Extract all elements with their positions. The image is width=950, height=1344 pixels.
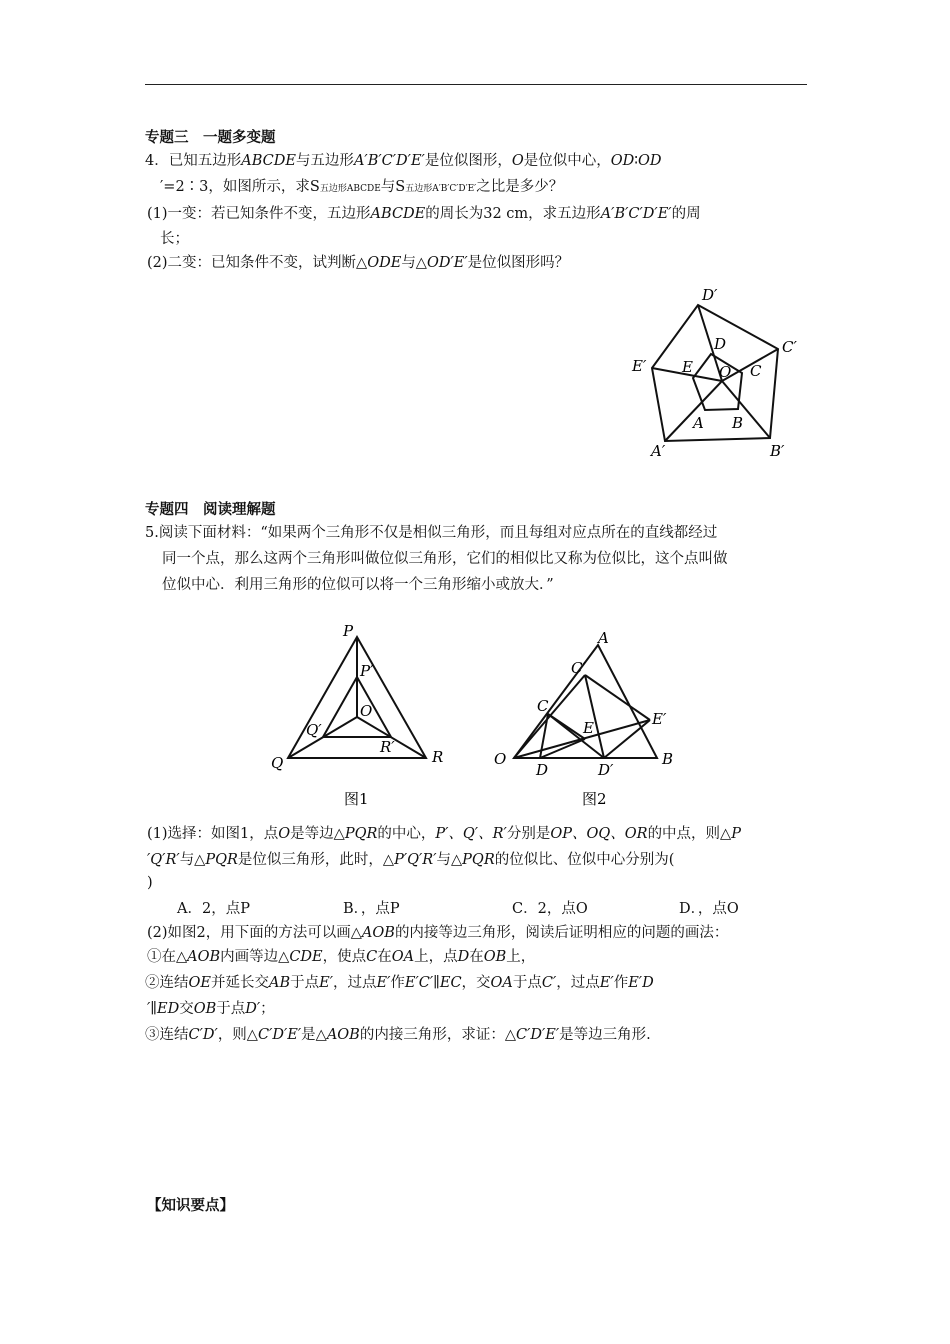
q4-line5: (2)二变：已知条件不变，试判断△ODE与△OD′E′是位似图形吗？	[147, 255, 570, 271]
inner-pentagon	[693, 354, 742, 410]
fig1-label-Q-prime: Q′	[306, 721, 322, 739]
fig2-label-C-prime: C′	[571, 659, 586, 677]
q5-line1: 5.阅读下面材料：“如果两个三角形不仅是相似三角形，而且每组对应点所在的直线都经过	[145, 525, 718, 541]
q5-2-step2: ②连结OE并延长交AB于点E′，过点E′作E′C′∥EC，交OA于点C′，过点E′作E′D	[145, 975, 654, 991]
q5-2-line1: (2)如图2，用下面的方法可以画△AOB的内接等边三角形，阅读后证明相应的问题的画法：	[147, 925, 729, 941]
option-c: C．2，点O	[512, 901, 588, 917]
fig2-label-A: A	[598, 629, 609, 647]
label-C-prime: C′	[782, 338, 797, 356]
q4-line3: (1)一变：若已知条件不变，五边形ABCDE的周长为32 cm，求五边形A′B′C′D′E′的周	[147, 206, 701, 222]
figure-2	[490, 620, 690, 820]
fig2-label-E-prime: E′	[652, 710, 667, 728]
q4-line4: 长；	[160, 231, 189, 247]
fig2-caption: 图2	[582, 790, 607, 808]
top-rule	[145, 84, 807, 85]
q5-2-step1: ①在△AOB内画等边△CDE，使点C在OA上，点D在OB上，	[147, 949, 536, 965]
topic4-heading: 专题四 阅读理解题	[145, 502, 276, 518]
figure-1	[265, 618, 465, 818]
pentagon-figure	[620, 280, 820, 470]
fig1-label-R: R	[432, 748, 444, 766]
label-D-prime: D′	[702, 286, 718, 304]
option-b: B．，点P	[343, 901, 400, 917]
fig2-label-D-prime: D′	[598, 761, 614, 779]
fig2-label-B: B	[662, 750, 674, 768]
option-d: D．，点O	[679, 901, 739, 917]
q5-line3: 位似中心．利用三角形的位似可以将一个三角形缩小或放大．”	[162, 577, 554, 593]
label-C: C	[750, 362, 762, 380]
fig1-label-P: P	[343, 622, 354, 640]
fig2-label-D: D	[536, 761, 549, 779]
topic3-heading: 专题三 一题多变题	[145, 130, 276, 146]
fig1-caption: 图1	[344, 790, 369, 808]
fig1-label-P-prime: P′	[360, 662, 374, 680]
label-E-prime: E′	[632, 357, 647, 375]
q5-1-line1: (1)选择：如图1，点O是等边△PQR的中心，P′、Q′、R′分别是OP、OQ、OR的中点，则△P	[147, 826, 741, 842]
fig1-label-Q: Q	[271, 754, 284, 772]
knowledge-points-heading: 【知识要点】	[147, 1198, 234, 1214]
label-D: D	[714, 335, 727, 353]
label-E: E	[682, 358, 693, 376]
label-A: A	[693, 414, 704, 432]
q5-1-line3: )	[147, 875, 153, 891]
q5-1-line2: ′Q′R′与△PQR是位似三角形，此时，△P′Q′R′与△PQR的位似比、位似中心分别为(	[147, 852, 675, 868]
fig2-label-E: E	[583, 719, 594, 737]
label-B-prime: B′	[770, 442, 785, 460]
label-B: B	[732, 414, 744, 432]
fig2-label-C: C	[537, 697, 549, 715]
q4-line2: ′=2∶3，如图所示，求S五边形ABCDE与S五边形A′B′C′D′E′之比是多少？	[160, 179, 564, 195]
q5-2-step2-cont: ′∥ED交OB于点D′；	[147, 1001, 275, 1017]
label-A-prime: A′	[651, 442, 666, 460]
q5-2-step3: ③连结C′D′，则△C′D′E′是△AOB的内接三角形，求证：△C′D′E′是等边三角形.	[145, 1027, 651, 1043]
label-O: O	[719, 363, 732, 381]
option-a: A．2，点P	[177, 901, 250, 917]
q4-line1: 4．已知五边形ABCDE与五边形A′B′C′D′E′是位似图形，O是位似中心，OD∶OD	[145, 153, 662, 169]
fig1-label-R-prime: R′	[380, 738, 395, 756]
q5-line2: 同一个点，那么这两个三角形叫做位似三角形，它们的相似比又称为位似比，这个点叫做	[162, 551, 728, 567]
fig1-label-O: O	[360, 702, 373, 720]
fig2-label-O: O	[494, 750, 507, 768]
